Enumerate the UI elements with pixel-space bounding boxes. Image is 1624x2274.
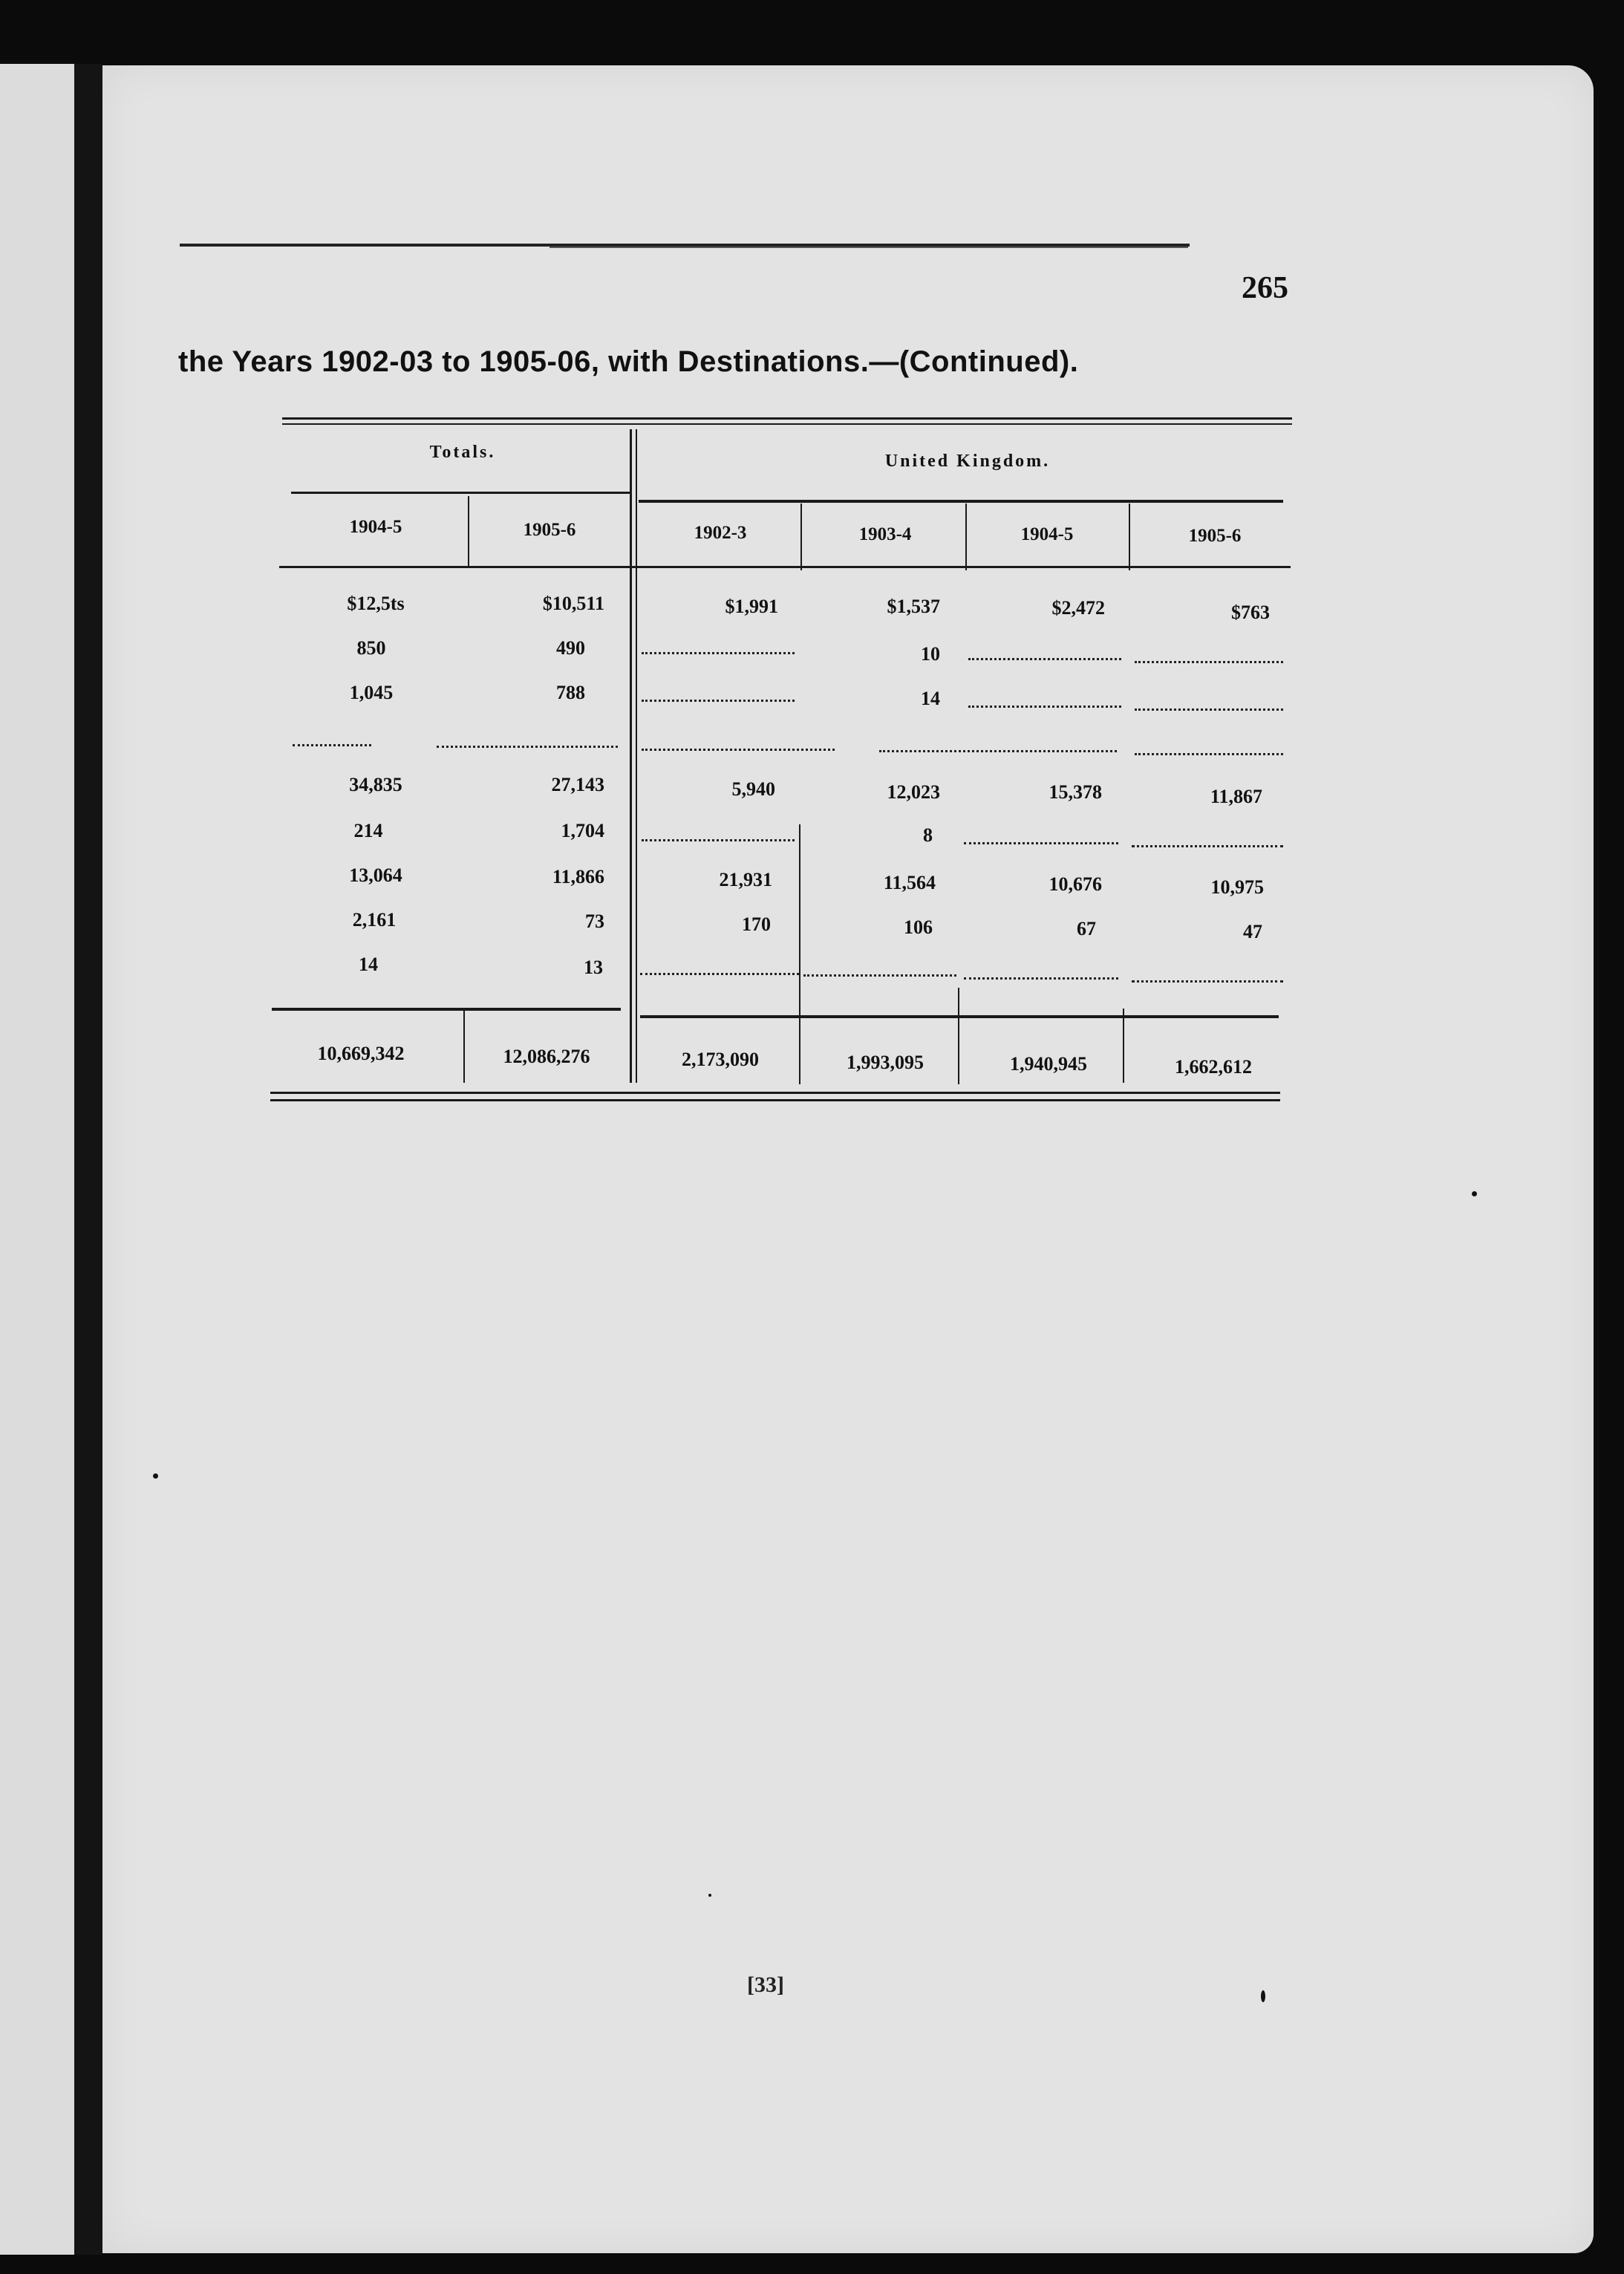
speck	[153, 1473, 158, 1479]
speck	[1261, 1990, 1265, 2002]
table-cell: 11,564	[883, 872, 936, 893]
group-header-united-kingdom: United Kingdom.	[884, 452, 1051, 471]
column-header: 1904-5	[349, 517, 402, 537]
table-cell: 11,867	[1210, 786, 1262, 807]
uk-group-rule	[639, 500, 1283, 503]
leader-dots	[879, 750, 1117, 752]
leader-dots	[642, 839, 795, 841]
column-header: 1905-6	[523, 520, 576, 540]
leader-dots	[640, 973, 799, 975]
table-cell: 34,835	[349, 774, 402, 795]
totals-cell: 12,086,276	[503, 1046, 590, 1067]
table-cell: 13,064	[349, 864, 402, 886]
table-cell: 67	[1077, 918, 1096, 939]
table-cell: 11,866	[552, 866, 604, 887]
table-cell: 12,023	[887, 781, 940, 803]
leader-dots	[803, 974, 956, 977]
table-cell: 170	[742, 913, 771, 935]
table-cell: 8	[923, 824, 933, 846]
totals-rule-left	[272, 1008, 621, 1011]
col-divider-5-body	[1123, 1009, 1124, 1083]
leader-dots	[1132, 980, 1283, 983]
totals-group-rule	[291, 492, 631, 494]
table-cell: $10,511	[542, 593, 604, 614]
table-top-rule-2	[282, 423, 1292, 425]
table-cell: 13	[584, 957, 603, 978]
group-divider	[630, 429, 632, 1083]
leader-dots	[968, 706, 1121, 708]
leader-dots	[964, 842, 1118, 844]
table-cell: $2,472	[1051, 597, 1105, 619]
table-cell: 1,704	[561, 820, 604, 841]
table-bottom-rule-2	[270, 1099, 1280, 1101]
totals-cell: 2,173,090	[682, 1049, 759, 1070]
table-cell: $12,5ts	[347, 593, 405, 614]
table-cell: 10	[921, 643, 940, 665]
col-divider-5	[1129, 504, 1130, 570]
table-cell: 10,975	[1210, 876, 1264, 898]
col-divider-3	[800, 504, 802, 570]
col-divider-1	[468, 496, 469, 566]
col-divider-4	[965, 504, 967, 570]
col-divider-4-body	[958, 988, 959, 1084]
table-cell: 850	[356, 637, 386, 659]
column-header: 1905-6	[1188, 526, 1242, 546]
table-cell: 15,378	[1049, 781, 1102, 803]
leader-dots	[642, 652, 795, 654]
table-cell: 14	[359, 954, 378, 975]
leader-dots	[1135, 708, 1283, 711]
leader-dots	[437, 746, 618, 748]
column-header-rule	[279, 566, 1291, 568]
table-cell: 10,676	[1049, 873, 1102, 895]
table-cell: 490	[556, 637, 585, 659]
table-cell: $1,991	[725, 596, 778, 617]
table-bottom-rule	[270, 1092, 1280, 1094]
leader-dots	[964, 977, 1118, 980]
leader-dots	[968, 658, 1121, 660]
col-divider-3-body	[799, 824, 800, 1084]
table-cell: 14	[921, 688, 940, 709]
table-cell: 73	[585, 910, 604, 932]
table-cell: 1,045	[349, 682, 394, 703]
footer-page-mark: [33]	[747, 1972, 784, 1997]
table-cell: 214	[353, 820, 383, 841]
totals-rule-right	[640, 1015, 1279, 1018]
table-cell: 788	[556, 682, 585, 703]
table-cell: 2,161	[352, 909, 397, 931]
table-cell: 106	[904, 916, 933, 938]
leader-dots	[1135, 753, 1283, 755]
group-header-totals: Totals.	[429, 443, 496, 462]
col-divider-1-body	[463, 1009, 465, 1083]
leader-dots	[1132, 845, 1283, 847]
totals-cell: 1,993,095	[847, 1052, 924, 1073]
table-heading: the Years 1902-03 to 1905-06, with Destinations.—(Continued).	[178, 345, 1079, 378]
speck	[708, 1894, 711, 1897]
totals-cell: 1,662,612	[1175, 1056, 1252, 1078]
group-divider-2	[636, 429, 637, 1083]
table-cell: 47	[1243, 921, 1262, 942]
leader-dots	[642, 700, 795, 702]
totals-cell: 1,940,945	[1010, 1053, 1087, 1075]
table-top-rule	[282, 417, 1292, 420]
leader-dots	[642, 749, 835, 751]
column-header: 1903-4	[858, 524, 912, 544]
table-cell: 21,931	[719, 869, 772, 890]
table-cell: 27,143	[551, 774, 604, 795]
table-cell: 5,940	[731, 778, 775, 800]
leader-dots	[293, 744, 371, 746]
table-cell: $763	[1231, 602, 1270, 623]
page-number: 265	[1242, 271, 1288, 305]
totals-cell: 10,669,342	[317, 1043, 405, 1064]
speck	[1472, 1191, 1477, 1196]
table-cell: $1,537	[887, 596, 940, 617]
leader-dots	[1135, 661, 1283, 663]
column-header: 1902-3	[694, 523, 747, 543]
column-header: 1904-5	[1020, 524, 1074, 544]
